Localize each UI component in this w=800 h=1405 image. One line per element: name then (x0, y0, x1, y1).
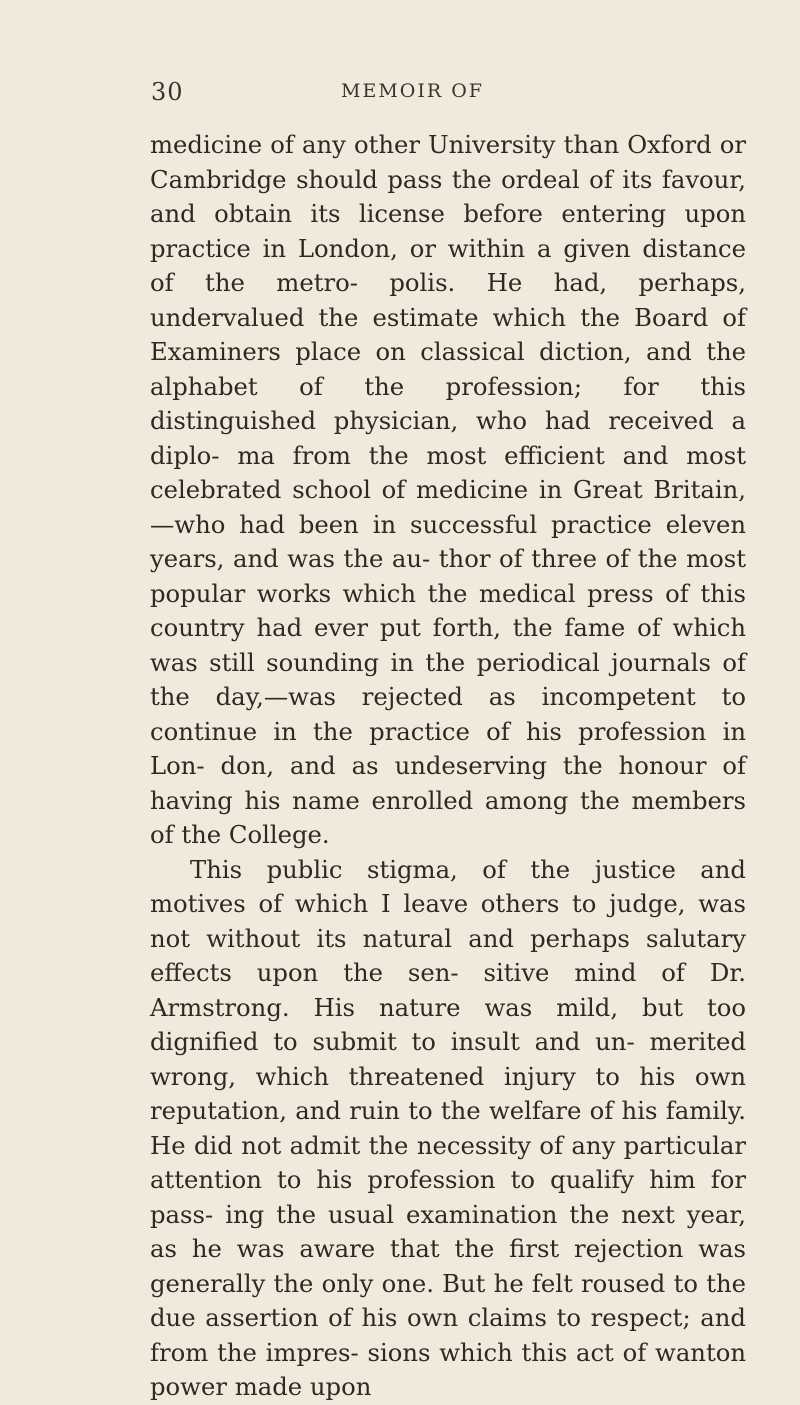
running-head (0, 78, 800, 108)
body-text (150, 128, 746, 1405)
running-head-title: MEMOIR OF (341, 80, 484, 102)
paragraph-1: medicine of any other University than Oxford or Cambridge should pass the ordeal of its favour, and obtain its license before entering upon practice in London, or within a given distance of the metro- polis. He had, perhaps, undervalued the estimate which the Board of Examiners place on classical diction, and the alphabet of the profession; for this distinguished physician, who had received a diplo- ma from the most efficient and most celebrated school of medicine in Great Britain,—who had been in successful practice eleven years, and was the au- thor of three of the most popular works which the medical press of this country had ever put forth, the fame of which was still sounding in the periodical journals of the day,—was rejected as incompetent to continue in the practice of his profession in Lon- don, and as undeserving the honour of having his name enrolled among the members of the College. (150, 130, 746, 849)
page-number: 30 (151, 78, 184, 106)
paragraph-2: This public stigma, of the justice and motives of which I leave others to judge, was not without its natural and perhaps salutary effects upon the sen- sitive mind of Dr. Armstrong. His nature was mild, but too dignified to submit to insult and un- merited wrong, which threatened injury to his own reputation, and ruin to the welfare of his family. He did not admit the necessity of any particular attention to his profession to qualify him for pass- ing the usual examination the next year, as he was aware that the first rejection was generally the only one. But he felt roused to the due assertion of his own claims to respect; and from the impres- sions which this act of wanton power made upon (150, 854, 746, 1401)
